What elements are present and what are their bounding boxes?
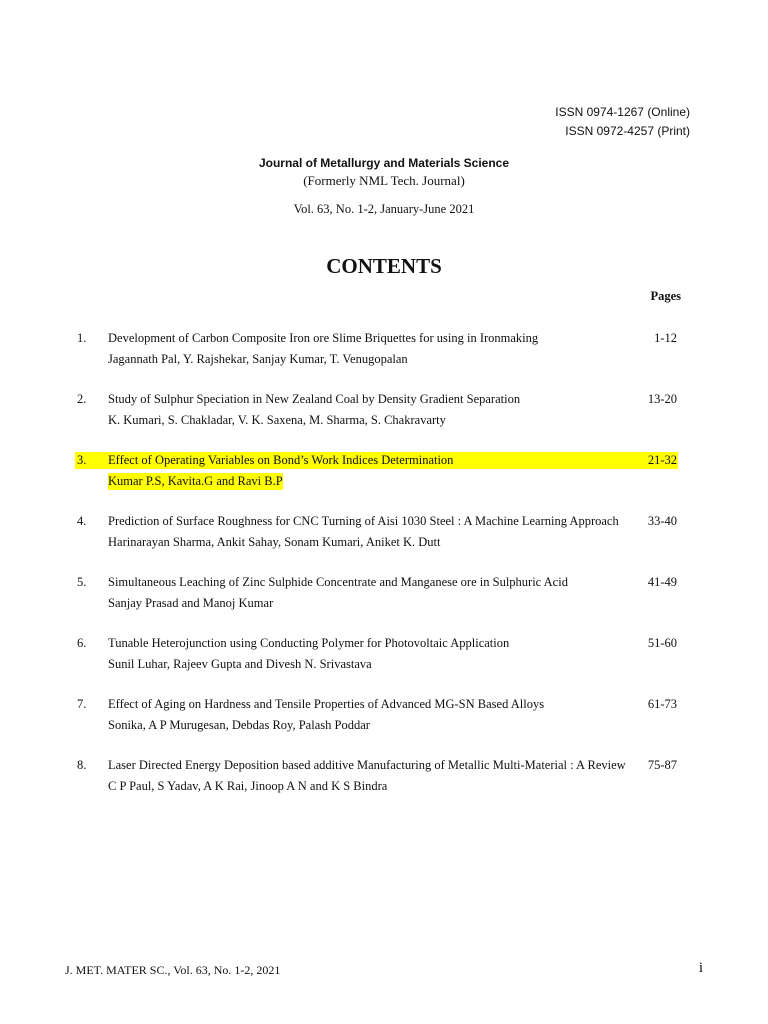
contents-entry [0,513,768,563]
entry-title: Tunable Heterojunction using Conducting Polymer for Photovoltaic Application [108,636,510,650]
entry-number: 8. [77,758,87,772]
pages-column-heading: Pages [650,289,681,303]
entry-authors: C P Paul, S Yadav, A K Rai, Jinoop A N and K S Bindra [108,779,388,793]
page-number: i [698,960,703,976]
contents-entry [0,635,768,685]
entry-number: 5. [77,575,87,589]
entry-title: Prediction of Surface Roughness for CNC Turning of Aisi 1030 Steel : A Machine Learning Approach [108,514,619,528]
entry-pages: 75-87 [647,758,677,772]
contents-entry [0,757,768,807]
entry-title: Laser Directed Energy Deposition based additive Manufacturing of Metallic Multi-Material : A Review [108,758,626,772]
entry-number: 4. [77,514,87,528]
entry-authors: Jagannath Pal, Y. Rajshekar, Sanjay Kumar, T. Venugopalan [108,352,408,366]
entry-title: Effect of Operating Variables on Bond’s Work Indices Determination [108,453,454,467]
issn-online: ISSN 0974-1267 (Online) [555,105,690,119]
entry-pages: 13-20 [647,392,677,406]
entry-number: 6. [77,636,87,650]
entry-number: 1. [77,331,87,345]
volume-issue: Vol. 63, No. 1-2, January-June 2021 [293,202,475,216]
entry-pages: 51-60 [647,636,677,650]
entry-pages: 21-32 [647,453,677,467]
entry-authors: K. Kumari, S. Chakladar, V. K. Saxena, M. Sharma, S. Chakravarty [108,413,446,427]
entry-pages: 41-49 [647,575,677,589]
entry-pages: 33-40 [647,514,677,528]
entry-authors: Sanjay Prasad and Manoj Kumar [108,596,274,610]
entry-number: 2. [77,392,87,406]
entry-title: Simultaneous Leaching of Zinc Sulphide Concentrate and Manganese ore in Sulphuric Acid [108,575,568,589]
journal-name: Journal of Metallurgy and Materials Science [258,156,510,170]
contents-entry [0,391,768,441]
contents-entry [0,452,768,502]
issn-print: ISSN 0972-4257 (Print) [565,124,690,138]
entry-title: Effect of Aging on Hardness and Tensile Properties of Advanced MG-SN Based Alloys [108,697,545,711]
entry-number: 7. [77,697,87,711]
contents-entry [0,574,768,624]
entry-authors: Sonika, A P Murugesan, Debdas Roy, Palash Poddar [108,718,370,732]
entry-authors: Kumar P.S, Kavita.G and Ravi B.P [108,474,283,488]
entry-title: Development of Carbon Composite Iron ore Slime Briquettes for using in Ironmaking [108,331,539,345]
contents-entry [0,330,768,380]
entry-number: 3. [77,453,87,467]
entry-pages: 61-73 [647,697,677,711]
journal-former-name: (Formerly NML Tech. Journal) [303,173,465,188]
footer-citation: J. MET. MATER SC., Vol. 63, No. 1-2, 2021 [65,963,281,977]
entry-authors: Harinarayan Sharma, Ankit Sahay, Sonam Kumari, Aniket K. Dutt [108,535,441,549]
contents-heading: CONTENTS [326,254,442,278]
entry-authors: Sunil Luhar, Rajeev Gupta and Divesh N. Srivastava [108,657,372,671]
entry-pages: 1-12 [654,331,677,345]
contents-entry [0,696,768,746]
entry-title: Study of Sulphur Speciation in New Zealand Coal by Density Gradient Separation [108,392,521,406]
